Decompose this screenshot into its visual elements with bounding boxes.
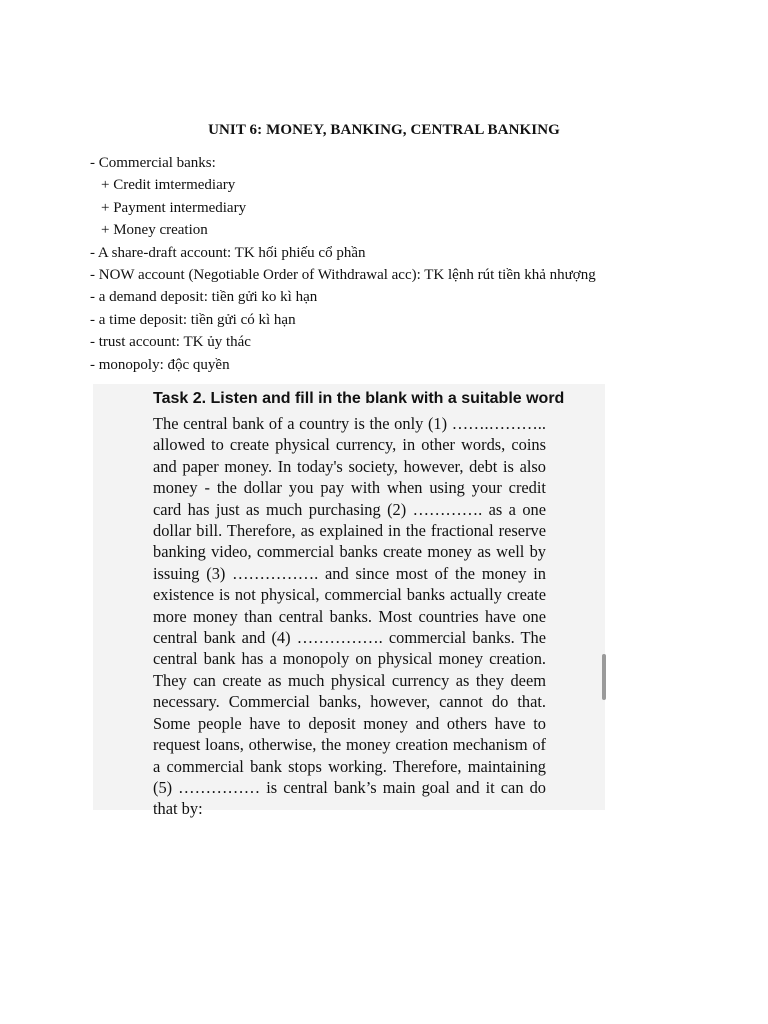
note-item: - NOW account (Negotiable Order of Withdrawal acc): TK lệnh rút tiền khả nhượng — [90, 266, 596, 283]
task-passage: The central bank of a country is the only (1) …….……….. allowed to create physical currency, in other words, coins and paper money. In today's society, however, debt is also money - the dollar you pay with when using your credit card has just as much purchasing (2) …………. as a one dollar bill. Therefore, as explained in the fractional reserve banking video, commercial banks create money as well by issuing (3) ……………. and since most of the money in existence is not physical, commercial banks actually create more money than central banks. Most countries have one central bank and (4) ……………. commercial banks. The central bank has a monopoly on physical money creation. They can create as much physical currency as they deem necessary. Commercial banks, however, cannot do that. Some people have to deposit money and others have to request loans, otherwise, the money creation mechanism of a commercial bank stops working. Therefore, maintaining (5) …………… is central bank’s main goal and it can do that by: — [153, 414, 546, 819]
page-title: UNIT 6: MONEY, BANKING, CENTRAL BANKING — [208, 122, 560, 138]
note-subitem: + Payment intermediary — [101, 199, 247, 216]
task-scan-image — [93, 384, 605, 819]
scrollbar-thumb[interactable] — [602, 654, 606, 700]
note-item: - A share-draft account: TK hối phiếu cổ phần — [90, 244, 366, 261]
note-item: - a time deposit: tiền gửi có kì hạn — [90, 311, 296, 328]
note-item: - a demand deposit: tiền gửi ko kì hạn — [90, 289, 318, 306]
note-item: - trust account: TK ủy thác — [90, 334, 251, 351]
note-subitem: + Money creation — [101, 222, 208, 239]
task-heading: Task 2. Listen and fill in the blank with a suitable word — [153, 390, 565, 407]
vocabulary-notes — [90, 152, 730, 376]
note-item: - Commercial banks: — [90, 155, 216, 171]
note-subitem: + Credit imtermediary — [101, 177, 236, 194]
note-item: - monopoly: độc quyền — [90, 356, 230, 373]
